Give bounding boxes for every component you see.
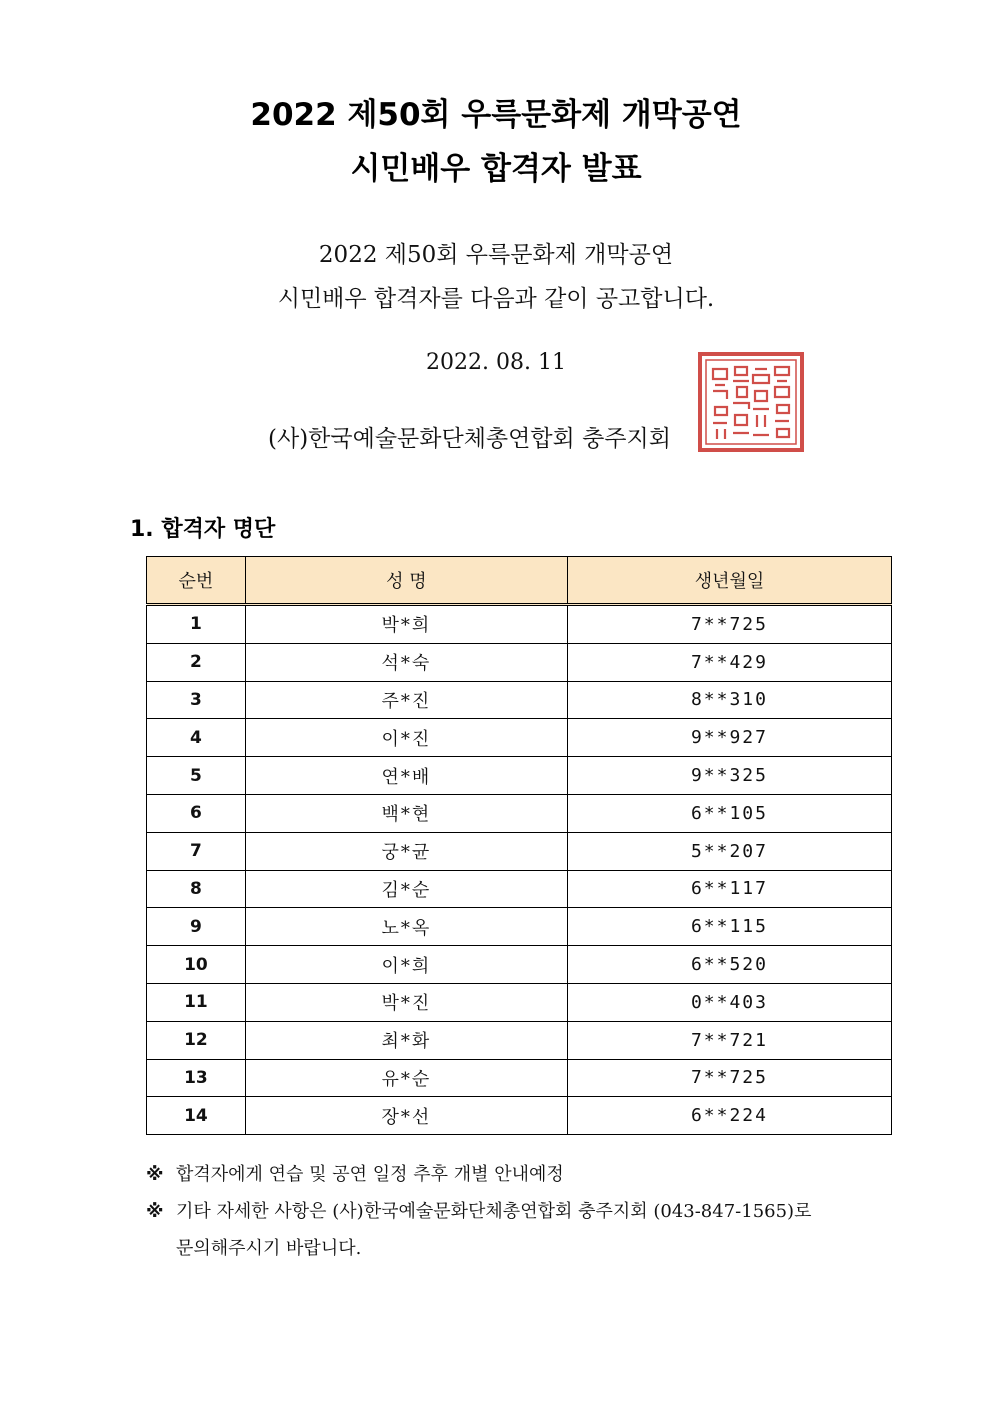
row-name: 박*진 [245,983,567,1021]
row-number: 14 [147,1097,246,1135]
table-row [147,946,892,984]
row-number: 8 [147,870,246,908]
table-row [147,681,892,719]
table-row [147,908,892,946]
note-schedule-text: 합격자에게 연습 및 공연 일정 추후 개별 안내예정 [176,1164,564,1185]
lead-line-1: 2022 제50회 우륵문화제 개막공연 [318,242,674,268]
row-birthdate: 7**725 [567,1059,891,1097]
table-row [147,1021,892,1059]
column-header-birthdate: 생년월일 [567,557,891,605]
row-name: 장*선 [245,1097,567,1135]
table-row [147,757,892,795]
row-birthdate: 6**115 [567,908,891,946]
row-name: 백*현 [245,794,567,832]
reference-mark-icon: ※ [146,1201,164,1222]
row-name: 김*순 [245,870,567,908]
row-name: 이*희 [245,946,567,984]
row-name: 연*배 [245,757,567,795]
passer-table [146,556,892,1135]
row-name: 주*진 [245,681,567,719]
row-name: 최*화 [245,1021,567,1059]
lead-line-2: 시민배우 합격자를 다음과 같이 공고합니다. [277,286,715,312]
row-number: 12 [147,1021,246,1059]
column-header-number: 순번 [147,557,246,605]
section-title: 1. 합격자 명단 [130,517,276,542]
row-birthdate: 7**725 [567,605,891,644]
row-name: 유*순 [245,1059,567,1097]
row-number: 3 [147,681,246,719]
row-birthdate: 9**325 [567,757,891,795]
row-birthdate: 6**224 [567,1097,891,1135]
row-birthdate: 7**721 [567,1021,891,1059]
row-number: 9 [147,908,246,946]
note-contact-text: 기타 자세한 사항은 (사)한국예술문화단체총연합회 충주지회 (043-847-1565)로 [176,1201,812,1222]
table-row [147,643,892,681]
row-birthdate: 5**207 [567,832,891,870]
note-schedule [146,1160,564,1186]
reference-mark-icon: ※ [146,1164,164,1185]
row-name: 궁*균 [245,832,567,870]
row-birthdate: 6**105 [567,794,891,832]
row-name: 이*진 [245,719,567,757]
document-title: 2022 제50회 우륵문화제 개막공연 [250,97,742,133]
row-name: 박*희 [245,605,567,644]
table-row [147,605,892,644]
row-number: 2 [147,643,246,681]
row-number: 10 [147,946,246,984]
row-number: 7 [147,832,246,870]
official-seal-stamp [697,351,805,453]
issuing-organization: (사)한국예술문화단체총연합회 충주지회 [268,426,671,452]
row-number: 5 [147,757,246,795]
row-birthdate: 8**310 [567,681,891,719]
note-contact [146,1197,811,1223]
table-row [147,1059,892,1097]
row-number: 4 [147,719,246,757]
row-number: 11 [147,983,246,1021]
row-number: 6 [147,794,246,832]
row-name: 노*옥 [245,908,567,946]
row-birthdate: 9**927 [567,719,891,757]
row-name: 석*숙 [245,643,567,681]
row-birthdate: 0**403 [567,983,891,1021]
table-row [147,719,892,757]
table-row [147,1097,892,1135]
row-number: 13 [147,1059,246,1097]
note-contact-continued: 문의해주시기 바랍니다. [176,1238,362,1259]
table-row [147,983,892,1021]
row-birthdate: 6**520 [567,946,891,984]
table-header-row [147,557,892,605]
row-birthdate: 6**117 [567,870,891,908]
table-row [147,832,892,870]
row-birthdate: 7**429 [567,643,891,681]
column-header-name: 성 명 [245,557,567,605]
document-subtitle: 시민배우 합격자 발표 [350,151,642,187]
table-row [147,794,892,832]
row-number: 1 [147,605,246,644]
table-row [147,870,892,908]
announcement-date: 2022. 08. 11 [426,350,566,375]
